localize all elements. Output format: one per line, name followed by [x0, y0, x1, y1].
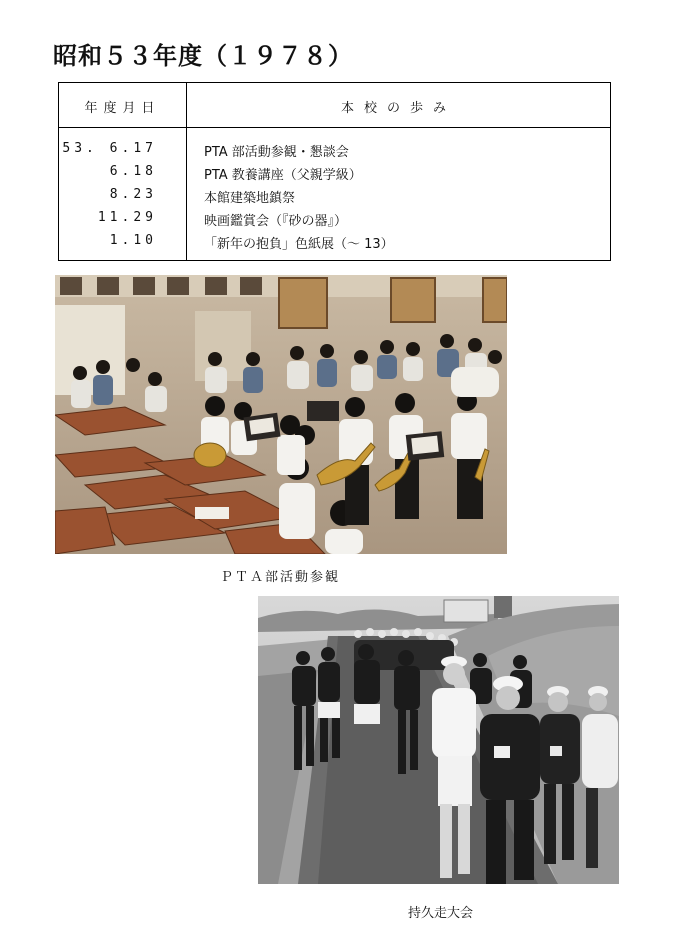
- row-date: 53. 6.17: [62, 141, 157, 156]
- table-body: [59, 141, 610, 256]
- header-event: 本校の歩み: [340, 101, 456, 116]
- row-date: 1.10: [109, 233, 157, 248]
- endurance-run-photo: [258, 596, 619, 884]
- table-row: [59, 233, 610, 256]
- table-row: [59, 210, 610, 233]
- row-event: PTA 部活動参観・懇談会: [204, 145, 349, 160]
- table-row: [59, 187, 610, 210]
- row-date: 8.23: [109, 187, 157, 202]
- row-event: 本館建築地鎮祭: [204, 191, 296, 206]
- row-event: 映画鑑賞会（『砂の器』）: [204, 214, 348, 229]
- photo-caption-pta: ＰＴＡ部活動参観: [220, 570, 341, 585]
- row-event: PTA 教養講座（父親学級）: [204, 168, 362, 183]
- table-row: [59, 164, 610, 187]
- header-divider: [59, 127, 610, 128]
- photo-caption-run: 持久走大会: [408, 906, 474, 921]
- history-table: [58, 82, 611, 261]
- runners-illustration: [258, 596, 619, 884]
- page-title: 昭和５３年度（１９７８）: [53, 41, 353, 70]
- table-row: [59, 141, 610, 164]
- header-date: 年度月日: [84, 101, 161, 116]
- classroom-band-illustration: [55, 275, 507, 554]
- pta-club-observation-photo: [55, 275, 507, 554]
- row-date: 11.29: [97, 210, 157, 225]
- row-date: 6.18: [109, 164, 157, 179]
- row-event: 「新年の抱負」色紙展（～ 13）: [204, 237, 394, 252]
